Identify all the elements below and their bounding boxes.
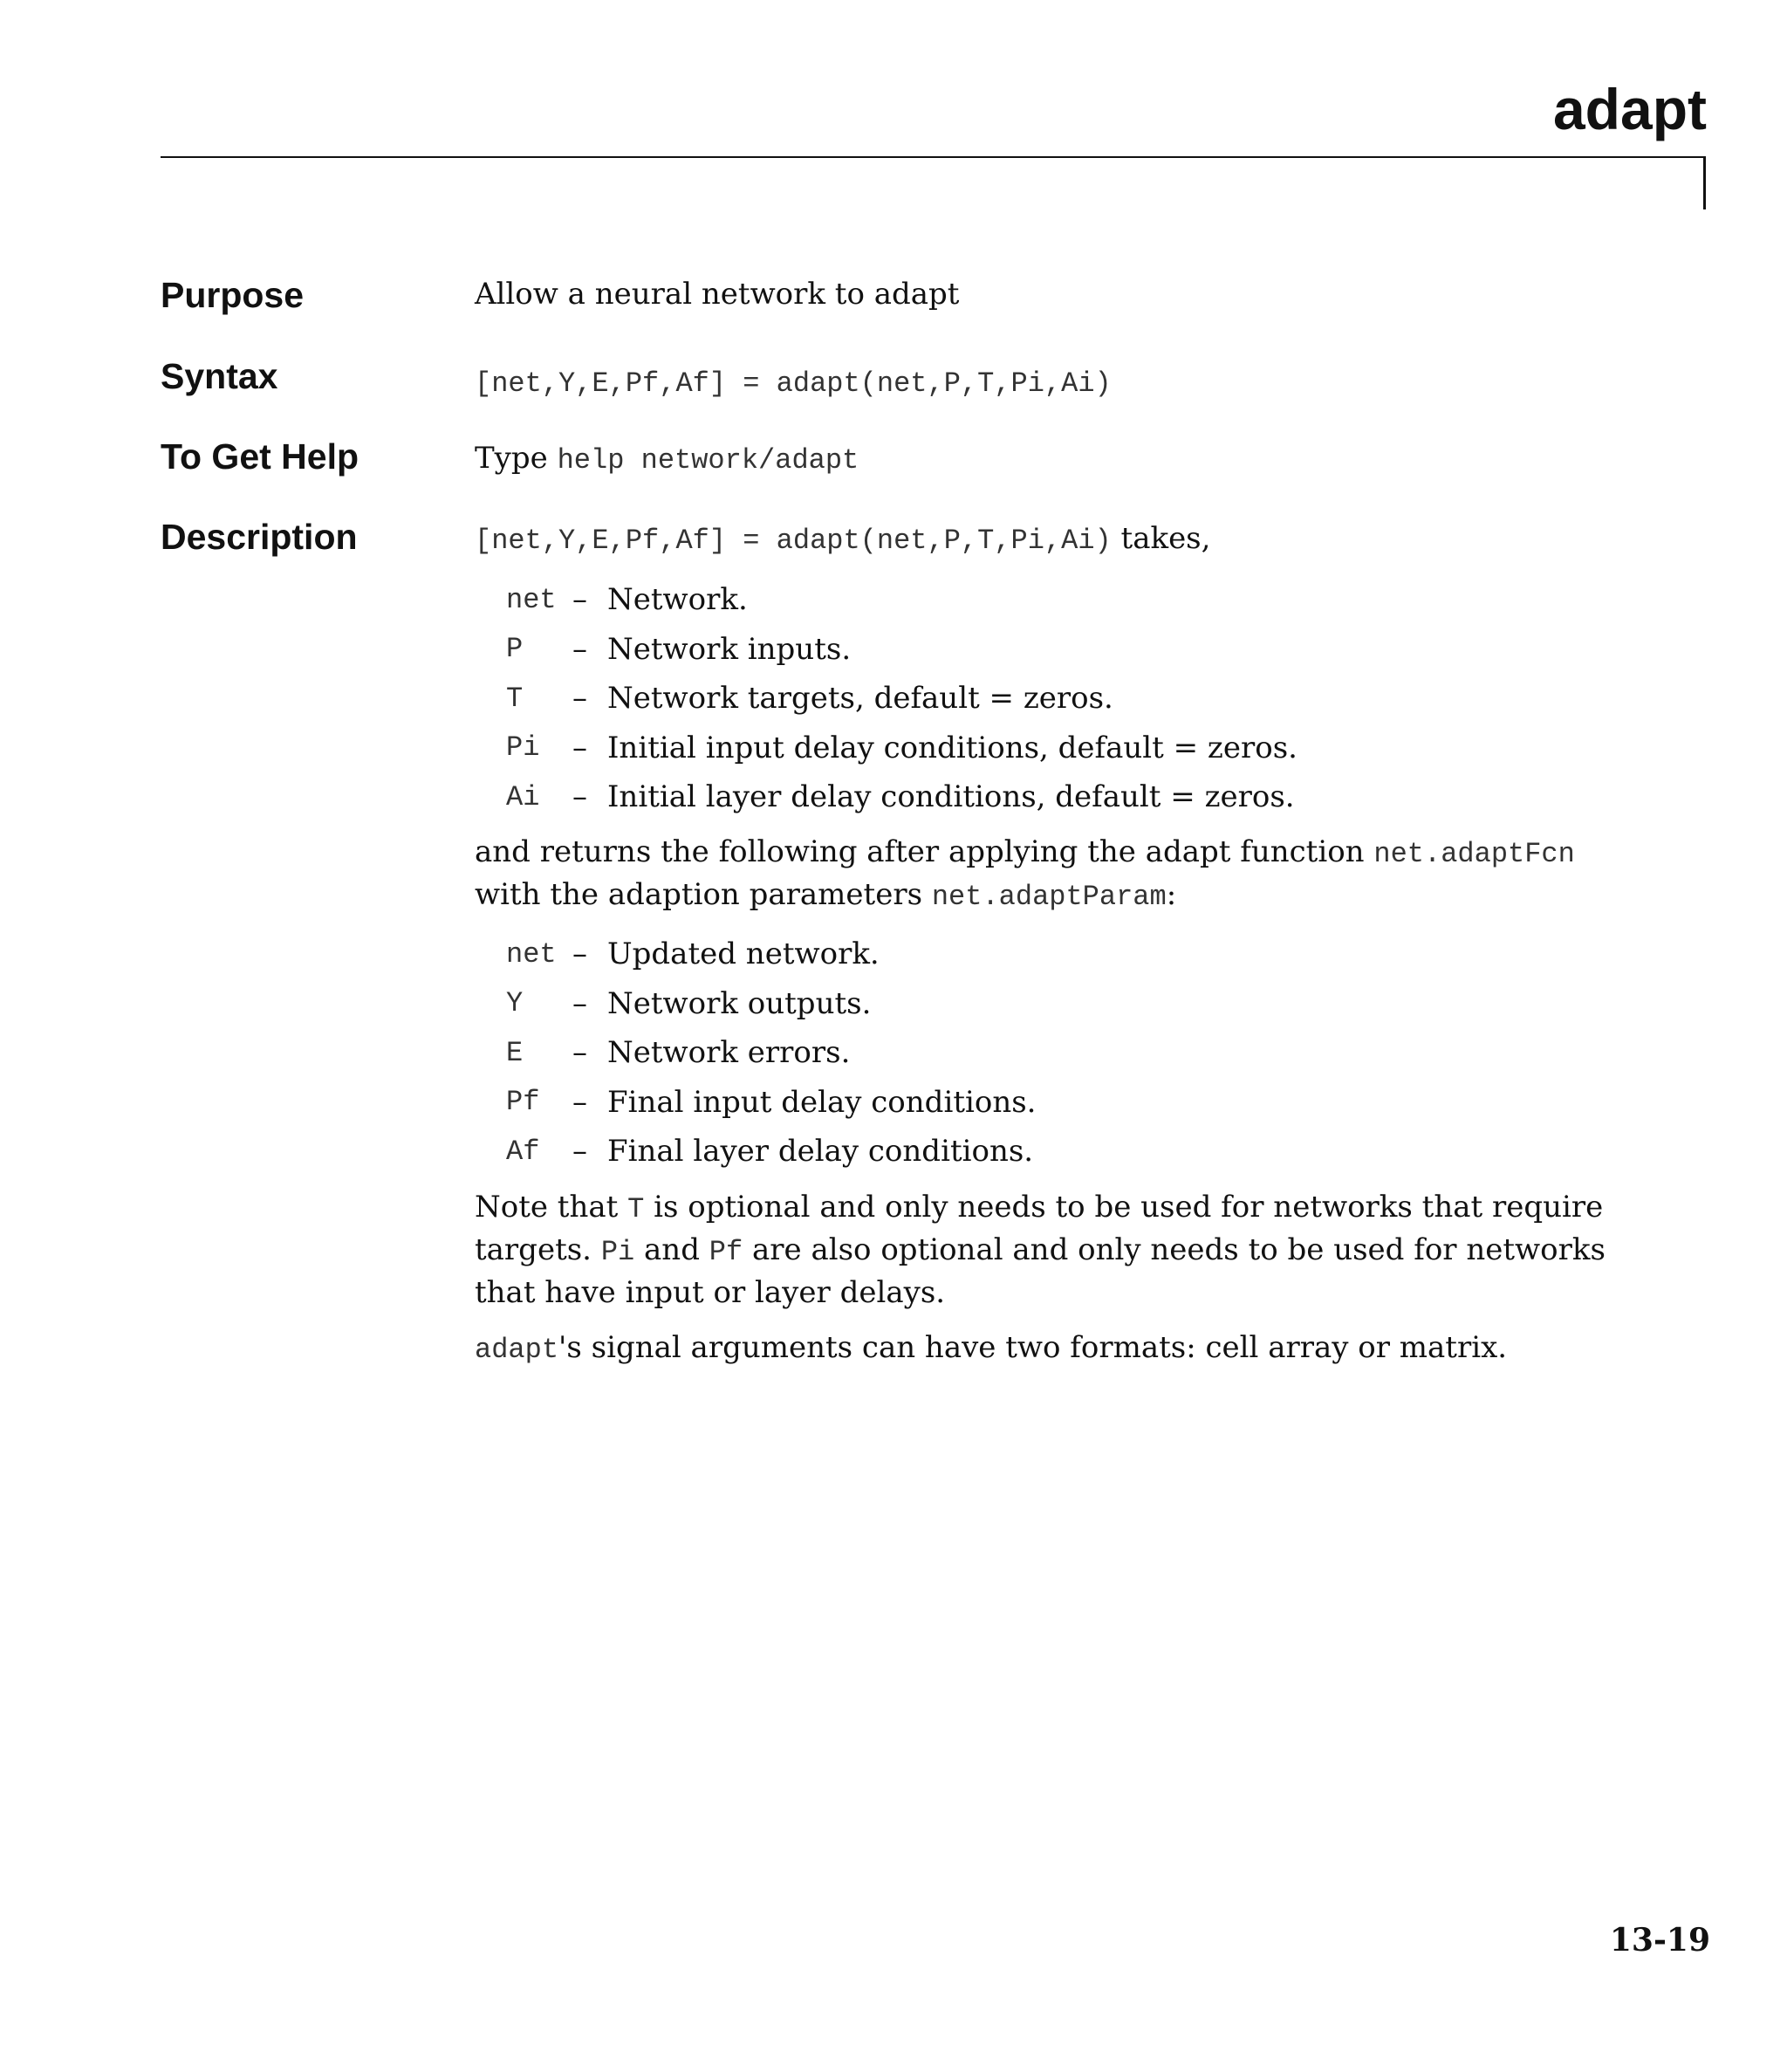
arg-name: E [506, 1036, 524, 1069]
arg-dash: – [572, 631, 587, 667]
returns-code-2: net.adaptParam [931, 881, 1167, 913]
arg-dash: – [572, 730, 587, 765]
list-item [506, 979, 1036, 1029]
returns-text-1: and returns the following after applying the adapt function [475, 834, 1374, 869]
purpose-label: Purpose [161, 275, 305, 315]
note-text-4: are also optional and only needs to be used for networks that have input or layer delays. [475, 1232, 1606, 1310]
help-code: help network/adapt [557, 444, 859, 477]
formats-paragraph [475, 1328, 1626, 1370]
list-item [506, 1127, 1036, 1177]
formats-text: 's signal arguments can have two formats: cell array or matrix. [558, 1330, 1508, 1365]
list-item [506, 1028, 1036, 1078]
returns-text-2: with the adaption parameters [475, 877, 932, 912]
page-number: 13-19 [1609, 1922, 1710, 1959]
list-item [506, 930, 1036, 979]
syntax-code-line [475, 361, 1112, 404]
arg-name: T [506, 682, 524, 715]
note-text-2: is optional and only needs to be used for networks that require targets. [475, 1190, 1604, 1267]
header-rule-corner [1703, 156, 1706, 209]
note-text-3: and [634, 1232, 709, 1267]
arg-dash: – [572, 1134, 587, 1170]
list-item [506, 674, 1297, 724]
list-item [506, 772, 1297, 822]
description-intro-code: [net,Y,E,Pf,Af] = adapt(net,P,T,Pi,Ai) [475, 525, 1112, 557]
description-label: Description [161, 517, 358, 557]
arg-desc: Network errors. [607, 1035, 851, 1071]
returns-paragraph [475, 832, 1626, 917]
arg-name: P [506, 633, 524, 666]
arg-dash: – [572, 1084, 587, 1120]
arg-dash: – [572, 582, 587, 618]
returns-text-3: : [1166, 877, 1177, 912]
input-args-list [506, 575, 1297, 822]
help-line [475, 438, 859, 481]
list-item [506, 1078, 1036, 1128]
purpose-text: Allow a neural network to adapt [475, 277, 960, 312]
note-code-2: Pi [600, 1236, 635, 1268]
arg-desc: Network targets, default = zeros. [607, 681, 1113, 717]
arg-desc: Network inputs. [607, 631, 852, 667]
arg-dash: – [572, 779, 587, 815]
arg-desc: Final input delay conditions. [607, 1084, 1037, 1120]
list-item [506, 625, 1297, 675]
arg-desc: Final layer delay conditions. [607, 1134, 1034, 1170]
arg-desc: Network outputs. [607, 985, 872, 1021]
returns-code-1: net.adaptFcn [1373, 838, 1575, 870]
note-text-1: Note that [475, 1190, 628, 1225]
arg-desc: Initial layer delay conditions, default = zeros. [607, 779, 1295, 815]
arg-dash: – [572, 937, 587, 972]
list-item [506, 575, 1297, 625]
arg-name: Pf [506, 1086, 540, 1119]
output-args-list [506, 930, 1036, 1177]
arg-desc: Network. [607, 582, 748, 618]
arg-desc: Updated network. [607, 937, 880, 972]
header-rule [161, 156, 1705, 158]
description-intro [475, 518, 1210, 561]
arg-dash: – [572, 985, 587, 1021]
help-prefix: Type [475, 441, 548, 476]
arg-dash: – [572, 1035, 587, 1071]
arg-name: Ai [506, 780, 540, 813]
arg-name: net [506, 583, 557, 616]
arg-dash: – [572, 681, 587, 717]
list-item [506, 724, 1297, 773]
formats-code: adapt [475, 1334, 559, 1366]
note-paragraph [475, 1187, 1626, 1313]
description-intro-text: takes, [1111, 521, 1211, 556]
arg-name: Af [506, 1135, 540, 1168]
note-code-1: T [627, 1193, 645, 1225]
syntax-code: [net,Y,E,Pf,Af] = adapt(net,P,T,Pi,Ai) [475, 367, 1112, 400]
arg-name: net [506, 937, 557, 971]
note-code-3: Pf [709, 1236, 743, 1268]
arg-desc: Initial input delay conditions, default = zeros. [607, 730, 1297, 765]
arg-name: Pi [506, 731, 540, 765]
arg-name: Y [506, 987, 524, 1020]
syntax-label: Syntax [161, 356, 278, 396]
help-label: To Get Help [161, 436, 359, 477]
page-title: adapt [1552, 77, 1707, 141]
